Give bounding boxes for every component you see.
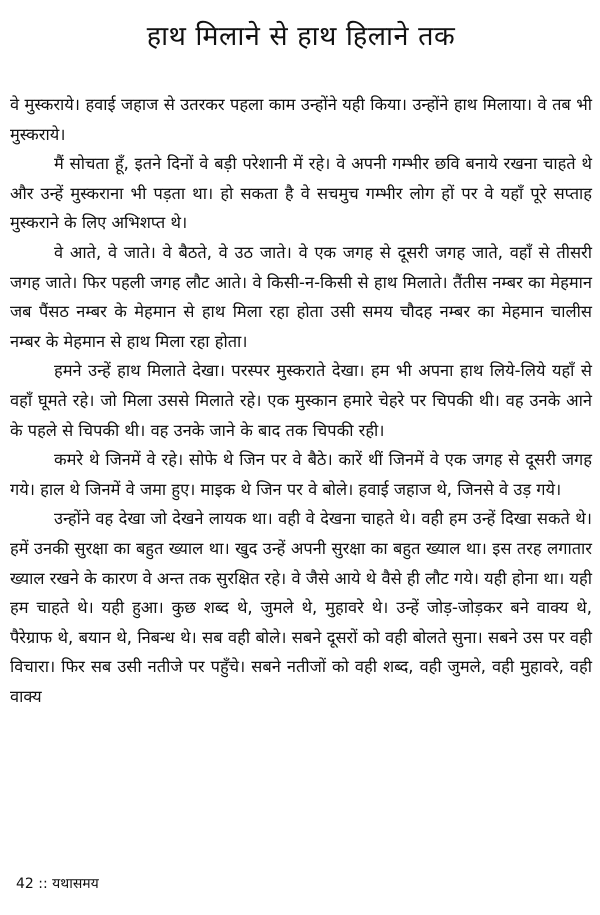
paragraph-5: कमरे थे जिनमें वे रहे। सोफे थे जिन पर वे बैठे। कारें थीं जिनमें वे एक जगह से दूसरी जगह गये। हाल थे जिनमें वे जमा हुए। माइक थे जिन पर वे बोले। हवाई जहाज थे, जिनसे वे उड़ गये।	[10, 450, 592, 499]
chapter-title: हाथ मिलाने से हाथ हिलाने तक	[146, 21, 456, 52]
paragraph-4: हमने उन्हें हाथ मिलाते देखा। परस्पर मुस्कराते देखा। हम भी अपना हाथ लिये-लिये यहाँ से वहाँ घूमते रहे। जो मिला उससे मिलाते रहे। एक मुस्कान हमारे चेहरे पर चिपकी थी। वह उनके आने के पहले से चिपकी थी। वह उनके जाने के बाद तक चिपकी रही।	[10, 361, 592, 440]
paragraph-6: उन्होंने वह देखा जो देखने लायक था। वही वे देखना चाहते थे। वही हम उन्हें दिखा सकते थे। हमें उनकी सुरक्षा का बहुत ख्याल था। खुद उन्हें अपनी सुरक्षा का बहुत ख्याल था। इस तरह लगातार ख्याल रखने के कारण वे अन्त तक सुरक्षित रहे। वे जैसे आये थे वैसे ही लौट गये। यही होना था। यही हम चाहते थे। यही हुआ। कुछ शब्द थे, जुमले थे, मुहावरे थे। उन्हें जोड़-जोड़कर बने वाक्य थे, पैरेग्राफ थे, बयान थे, निबन्ध थे। सब वही बोले। सबने दूसरों को वही बोलते सुना। सबने उस पर वही विचारा। फिर सब उसी नतीजे पर पहुँचे। सबने नतीजों को वही शब्द, वही जुमले, वही मुहावरे, वही वाक्य	[10, 509, 592, 706]
page-footer: 42 :: यथासमय	[16, 876, 99, 892]
paragraph-1: वे मुस्कराये। हवाई जहाज से उतरकर पहला काम उन्होंने यही किया। उन्होंने हाथ मिलाया। वे तब भी मुस्कराये।	[10, 95, 592, 144]
chapter-body	[10, 90, 592, 711]
paragraph-2: मैं सोचता हूँ, इतने दिनों वे बड़ी परेशानी में रहे। वे अपनी गम्भीर छवि बनाये रखना चाहते थे और उन्हें मुस्कराना भी पड़ता था। हो सकता है वे सचमुच गम्भीर लोग हों पर वे यहाँ पूरे सप्ताह मुस्कराने के लिए अभिशप्त थे।	[10, 154, 592, 233]
paragraph-3: वे आते, वे जाते। वे बैठते, वे उठ जाते। वे एक जगह से दूसरी जगह जाते, वहाँ से तीसरी जगह जाते। फिर पहली जगह लौट आते। वे किसी-न-किसी से हाथ मिलाते। तैंतीस नम्बर का मेहमान जब पैंसठ नम्बर के मेहमान से हाथ मिला रहा होता उसी समय चौदह नम्बर का मेहमान चालीस नम्बर के मेहमान से हाथ मिला रहा होता।	[10, 242, 592, 351]
